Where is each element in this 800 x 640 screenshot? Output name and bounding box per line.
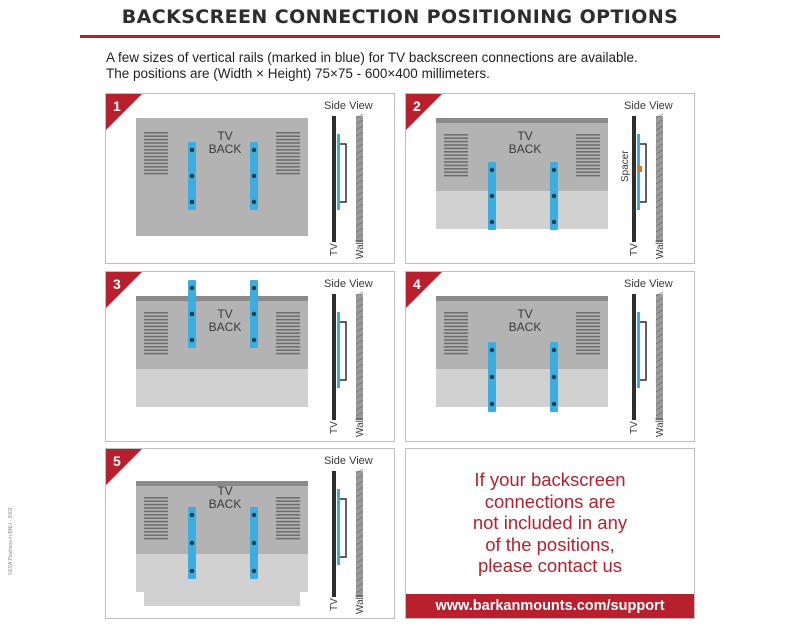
vent-slat [144, 524, 168, 526]
vent-slat [144, 514, 168, 516]
vent-slat [144, 332, 168, 334]
vent-slat [276, 149, 300, 151]
vent-slat [576, 353, 600, 355]
rail-screw [252, 513, 256, 517]
wall-section [356, 294, 363, 420]
panel-diagram [106, 94, 395, 264]
vent-slat [276, 511, 300, 513]
intro-text [106, 50, 706, 82]
wall-section [356, 471, 363, 597]
vent-slat [144, 534, 168, 536]
side-rail [337, 134, 340, 210]
tv-back-label-line1: TV [217, 129, 233, 143]
vent-slat [276, 504, 300, 506]
vent-slat [144, 152, 168, 154]
rail-screw [490, 168, 494, 172]
mounting-rail [188, 507, 196, 579]
rail-screw [252, 569, 256, 573]
vent-slat [276, 346, 300, 348]
vent-slat [144, 538, 168, 540]
tv-side-label: TV [329, 598, 340, 611]
tv-back-label-line1: TV [217, 484, 233, 498]
tv-back [136, 118, 308, 236]
vent-slat [144, 497, 168, 499]
vent-slat [576, 134, 600, 136]
vent-slat [144, 135, 168, 137]
vent-slat [444, 171, 468, 173]
tv-lower-body [436, 191, 608, 229]
vent-slat [576, 161, 600, 163]
page-title: BACKSCREEN CONNECTION POSITIONING OPTIONS [121, 6, 679, 28]
vent-slat [144, 142, 168, 144]
rail-screw [252, 174, 256, 178]
panel-number: 1 [113, 98, 121, 114]
panel-number: 2 [413, 98, 421, 114]
tv-back [136, 296, 308, 407]
tv-back-label-line2: BACK [508, 142, 542, 156]
contact-message-line: If your backscreen [474, 469, 626, 490]
vent-slat [144, 312, 168, 314]
vent-slat [444, 332, 468, 334]
vent-slat [576, 144, 600, 146]
vent-slat [144, 346, 168, 348]
vent-slat [444, 137, 468, 139]
tv-side [332, 471, 336, 597]
contact-message [406, 469, 694, 577]
tv-side [332, 116, 336, 242]
vent-slat [276, 152, 300, 154]
vent-slat [144, 511, 168, 513]
position-panel-4 [405, 271, 695, 442]
tv-stand-base [144, 592, 300, 606]
rail-screw [190, 200, 194, 204]
title-bar [80, 0, 720, 38]
vent-slat [276, 159, 300, 161]
contact-message-line: of the positions, [485, 533, 615, 555]
vent-slat [444, 175, 468, 177]
side-view-label: Side View [624, 278, 673, 290]
rail-screw [190, 174, 194, 178]
contact-message-line: please contact us [478, 555, 622, 576]
rail-screw [252, 148, 256, 152]
vent-slat [276, 507, 300, 509]
vent-slat [576, 346, 600, 348]
vent-slat [576, 175, 600, 177]
vent-slat [576, 339, 600, 341]
vent-slat [276, 343, 300, 345]
tv-back-label-line2: BACK [208, 497, 242, 511]
vent-slat [576, 137, 600, 139]
wall-side-label: Wall [655, 417, 666, 437]
vent-slat [276, 166, 300, 168]
panel-number: 5 [113, 453, 121, 469]
mounting-rail [250, 280, 258, 348]
vent-slat [444, 319, 468, 321]
rail-screw [252, 312, 256, 316]
side-rail [637, 312, 640, 388]
vent-slat [144, 507, 168, 509]
rail-screw [552, 220, 556, 224]
vent-slat [576, 141, 600, 143]
vent-slat [444, 339, 468, 341]
vent-slat [276, 319, 300, 321]
side-view [324, 455, 373, 614]
vent-slat [444, 134, 468, 136]
vent-slat [276, 146, 300, 148]
vent-slat [444, 168, 468, 170]
vent-slat [576, 315, 600, 317]
vent-slat [276, 497, 300, 499]
vent-slat [576, 336, 600, 338]
mounting-rail [188, 142, 196, 210]
contact-message-line: connections are [484, 490, 616, 512]
vent-slat [276, 500, 300, 502]
vent-slat [576, 332, 600, 334]
intro-line-2: The positions are (Width × Height) 75×75 - 600×400 millimeters. [106, 66, 490, 81]
vent-slat [276, 514, 300, 516]
rail-screw [552, 348, 556, 352]
vent-slat [144, 339, 168, 341]
vent-slat [144, 336, 168, 338]
vent-slat [576, 154, 600, 156]
vent-slat [144, 531, 168, 533]
support-link[interactable]: www.barkanmounts.com/support [406, 594, 694, 618]
vent-slat [444, 343, 468, 345]
footnote: VESA Positions in BNU - 2003 [8, 507, 14, 575]
vent-slat [144, 326, 168, 328]
rail-screw [252, 200, 256, 204]
mounting-rail [488, 342, 496, 412]
vent-slat [144, 146, 168, 148]
intro-line-1: A few sizes of vertical rails (marked in blue) for TV backscreen connections are available. [106, 50, 638, 65]
side-view-label: Side View [324, 455, 373, 467]
vent-slat [576, 148, 600, 150]
vent-slat [144, 173, 168, 175]
tv-side [332, 294, 336, 420]
vent-slat [444, 154, 468, 156]
rail-screw [190, 513, 194, 517]
wall-section [356, 116, 363, 242]
vent-slat [144, 315, 168, 317]
tv-back-label-line2: BACK [208, 320, 242, 334]
vent-slat [576, 151, 600, 153]
spacer-block [638, 166, 642, 172]
side-view [624, 278, 673, 437]
side-rail [337, 489, 340, 565]
tv-back-label-line1: TV [517, 307, 533, 321]
spacer-label: Spacer [620, 150, 631, 182]
vent-slat [576, 349, 600, 351]
tv-side [632, 294, 636, 420]
tv-back-label-line2: BACK [508, 320, 542, 334]
vent-slat [444, 346, 468, 348]
vent-slat [144, 500, 168, 502]
vent-slat [444, 151, 468, 153]
vent-slat [444, 141, 468, 143]
tv-back-label-line1: TV [517, 129, 533, 143]
vent-slat [576, 168, 600, 170]
contact-message-line: not included in any [472, 512, 628, 533]
vent-slat [144, 163, 168, 165]
vent-slat [576, 165, 600, 167]
mounting-rail [550, 342, 558, 412]
vent-slat [276, 332, 300, 334]
side-view [620, 100, 673, 259]
vent-slat [144, 329, 168, 331]
tv-back [436, 296, 608, 407]
vent-slat [144, 166, 168, 168]
vent-slat [144, 521, 168, 523]
position-panel-1 [105, 93, 395, 264]
vent-slat [144, 139, 168, 141]
vent-slat [144, 322, 168, 324]
vent-slat [276, 517, 300, 519]
vent-slat [144, 169, 168, 171]
vent-slat [444, 144, 468, 146]
vent-slat [576, 312, 600, 314]
vent-slat [276, 139, 300, 141]
vent-slat [276, 528, 300, 530]
tv-side-label: TV [629, 421, 640, 434]
side-rail [337, 312, 340, 388]
rail-screw [490, 220, 494, 224]
tv-top-edge [136, 296, 308, 301]
vent-slat [444, 326, 468, 328]
wall-section [656, 294, 663, 420]
rail-screw [190, 286, 194, 290]
mounting-rail [250, 507, 258, 579]
rail-screw [252, 541, 256, 545]
rail-screw [190, 148, 194, 152]
rail-screw [190, 541, 194, 545]
tv-side-label: TV [329, 421, 340, 434]
vent-slat [444, 336, 468, 338]
vent-slat [276, 322, 300, 324]
rail-screw [552, 402, 556, 406]
wall-section [656, 116, 663, 242]
wall-side-label: Wall [355, 239, 366, 259]
mounting-rail [188, 280, 196, 348]
vent-slat [444, 322, 468, 324]
side-view-label: Side View [324, 100, 373, 112]
rail-screw [490, 402, 494, 406]
tv-side [632, 116, 636, 242]
vent-slat [444, 158, 468, 160]
vent-slat [576, 319, 600, 321]
side-view-label: Side View [324, 278, 373, 290]
vent-slat [444, 353, 468, 355]
rail-screw [552, 194, 556, 198]
vent-slat [444, 349, 468, 351]
vent-slat [276, 315, 300, 317]
vent-slat [444, 148, 468, 150]
side-view [324, 100, 373, 259]
vent-slat [444, 312, 468, 314]
panel-diagram [106, 272, 395, 442]
vent-slat [144, 159, 168, 161]
vent-slat [444, 329, 468, 331]
number-badge [106, 449, 142, 485]
vent-slat [276, 329, 300, 331]
tv-top-edge [436, 118, 608, 123]
rail-screw [490, 375, 494, 379]
side-view-label: Side View [624, 100, 673, 112]
vent-slat [276, 524, 300, 526]
vent-slat [444, 165, 468, 167]
vent-slat [276, 534, 300, 536]
vent-slat [144, 528, 168, 530]
diagram-sheet [80, 0, 720, 640]
wall-side-label: Wall [355, 417, 366, 437]
panel-diagram [406, 272, 695, 442]
position-panel-5 [105, 448, 395, 619]
vent-slat [276, 326, 300, 328]
rail-screw [552, 168, 556, 172]
vent-slat [144, 349, 168, 351]
vent-slat [144, 149, 168, 151]
vent-slat [576, 326, 600, 328]
vent-slat [276, 173, 300, 175]
rail-screw [490, 348, 494, 352]
rail-screw [252, 338, 256, 342]
vent-slat [444, 161, 468, 163]
position-panel-2 [405, 93, 695, 264]
vent-slat [276, 538, 300, 540]
vent-slat [276, 521, 300, 523]
vent-slat [276, 142, 300, 144]
vent-slat [144, 132, 168, 134]
tv-lower-body [436, 369, 608, 407]
vent-slat [576, 158, 600, 160]
contact-panel [405, 448, 695, 619]
rail-screw [190, 338, 194, 342]
vent-slat [276, 163, 300, 165]
rail-screw [490, 194, 494, 198]
tv-back [436, 118, 608, 229]
wall-side-label: Wall [355, 594, 366, 614]
tv-lower-body [136, 369, 308, 407]
panel-number: 3 [113, 276, 121, 292]
vent-slat [144, 343, 168, 345]
wall-side-label: Wall [655, 239, 666, 259]
position-panel-3 [105, 271, 395, 442]
rail-screw [190, 312, 194, 316]
vent-slat [276, 339, 300, 341]
rail-screw [190, 569, 194, 573]
rail-screw [252, 286, 256, 290]
side-view [324, 278, 373, 437]
rail-screw [552, 375, 556, 379]
tv-back-label-line2: BACK [208, 142, 242, 156]
vent-slat [276, 156, 300, 158]
vent-slat [444, 315, 468, 317]
vent-slat [276, 312, 300, 314]
tv-side-label: TV [629, 243, 640, 256]
vent-slat [276, 169, 300, 171]
vent-slat [276, 132, 300, 134]
mounting-rail [250, 142, 258, 210]
tv-back-label-line1: TV [217, 307, 233, 321]
mounting-rail [488, 162, 496, 230]
vent-slat [276, 135, 300, 137]
vent-slat [276, 349, 300, 351]
vent-slat [144, 517, 168, 519]
panel-number: 4 [413, 276, 421, 292]
vent-slat [576, 322, 600, 324]
vent-slat [144, 353, 168, 355]
vent-slat [576, 171, 600, 173]
panel-diagram [406, 94, 695, 264]
title-underline [80, 35, 720, 38]
vent-slat [276, 353, 300, 355]
vent-slat [276, 336, 300, 338]
panel-diagram [106, 449, 395, 619]
tv-lower-body [136, 554, 308, 592]
vent-slat [144, 504, 168, 506]
vent-slat [144, 156, 168, 158]
tv-back [136, 481, 308, 606]
vent-slat [144, 319, 168, 321]
tv-side-label: TV [329, 243, 340, 256]
vent-slat [576, 343, 600, 345]
vent-slat [576, 329, 600, 331]
mounting-rail [550, 162, 558, 230]
vent-slat [276, 531, 300, 533]
tv-top-edge [436, 296, 608, 301]
